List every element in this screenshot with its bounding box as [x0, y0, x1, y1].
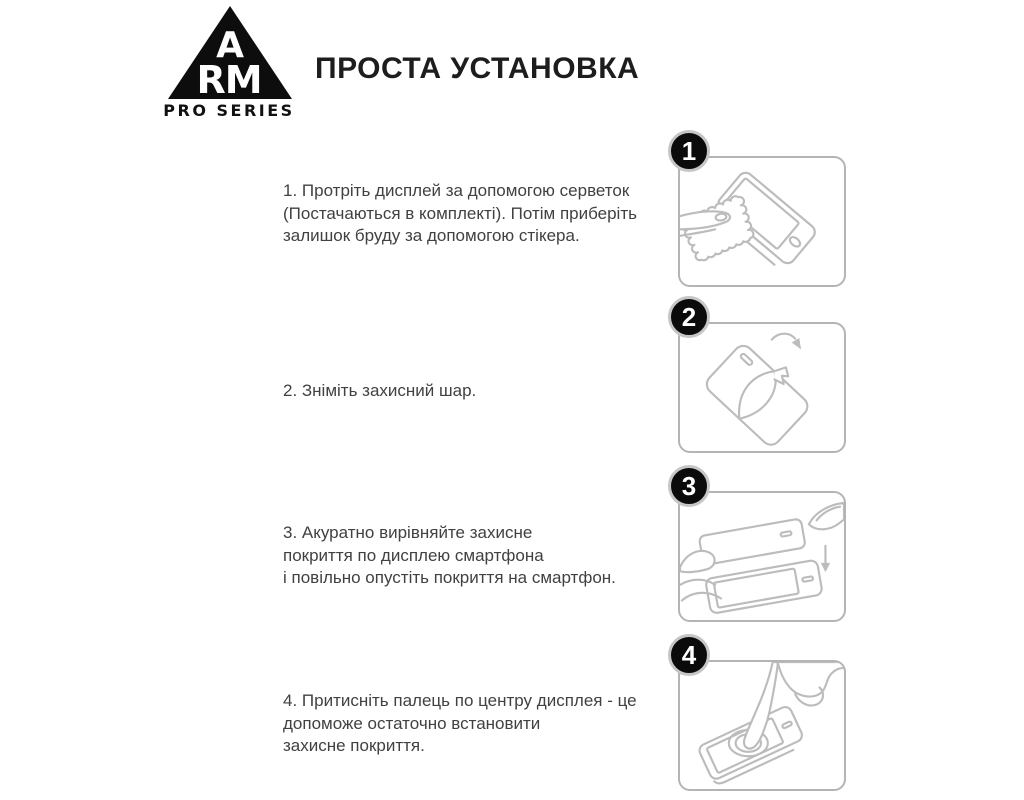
step-1-line-3: залишок бруду за допомогою стікера. [283, 226, 580, 245]
step-2-illustration-box [678, 301, 846, 453]
step-2-instructions [283, 380, 685, 403]
logo-letter-a: A [216, 25, 244, 66]
step-3-number-badge [668, 465, 710, 507]
step-1-line-2: (Постачаються в комплекті). Потім приберіть [283, 203, 637, 223]
step-1-instructions [283, 180, 685, 248]
step-2-number-badge [668, 296, 710, 338]
step-4-line-3: захисне покриття. [283, 736, 425, 755]
step-4-number: 4 [681, 639, 697, 670]
step-1-number: 1 [681, 135, 697, 166]
press-center-of-display-illustration [680, 662, 844, 789]
step-3-number: 3 [681, 470, 697, 501]
logo-letters-rm: RM [196, 58, 262, 102]
page-title: ПРОСТА УСТАНОВКА [315, 52, 640, 85]
step-3-illustration-box [678, 470, 846, 622]
wipe-display-with-cloth-illustration [680, 158, 844, 285]
step-4-instructions [283, 690, 685, 758]
step-3-line-1: 3. Акуратно вирівняйте захисне [283, 523, 533, 542]
step-3-line-2: покриття по дисплею смартфона [283, 545, 544, 565]
logo-subtitle: PRO SERIES [163, 101, 295, 120]
align-and-lower-glass-illustration [680, 493, 844, 620]
step-4-illustration-box [678, 639, 846, 791]
step-4-number-badge [668, 634, 710, 676]
step-4-line-1: 4. Притисніть палець по центру дисплея - це [283, 691, 637, 710]
step-2-line-1: 2. Зніміть захисний шар. [283, 381, 477, 400]
peel-protective-layer-illustration [680, 324, 844, 451]
step-4-line-2: допоможе остаточно встановити [283, 713, 541, 733]
step-1-line-1: 1. Протріть дисплей за допомогою серветок [283, 181, 630, 200]
step-3-instructions [283, 522, 685, 590]
step-1-illustration-box [678, 135, 846, 287]
step-3-line-3: і повільно опустіть покриття на смартфон. [283, 568, 616, 587]
step-2-number: 2 [681, 301, 697, 332]
arm-pro-series-logo [158, 4, 296, 120]
step-1-number-badge [668, 130, 710, 172]
